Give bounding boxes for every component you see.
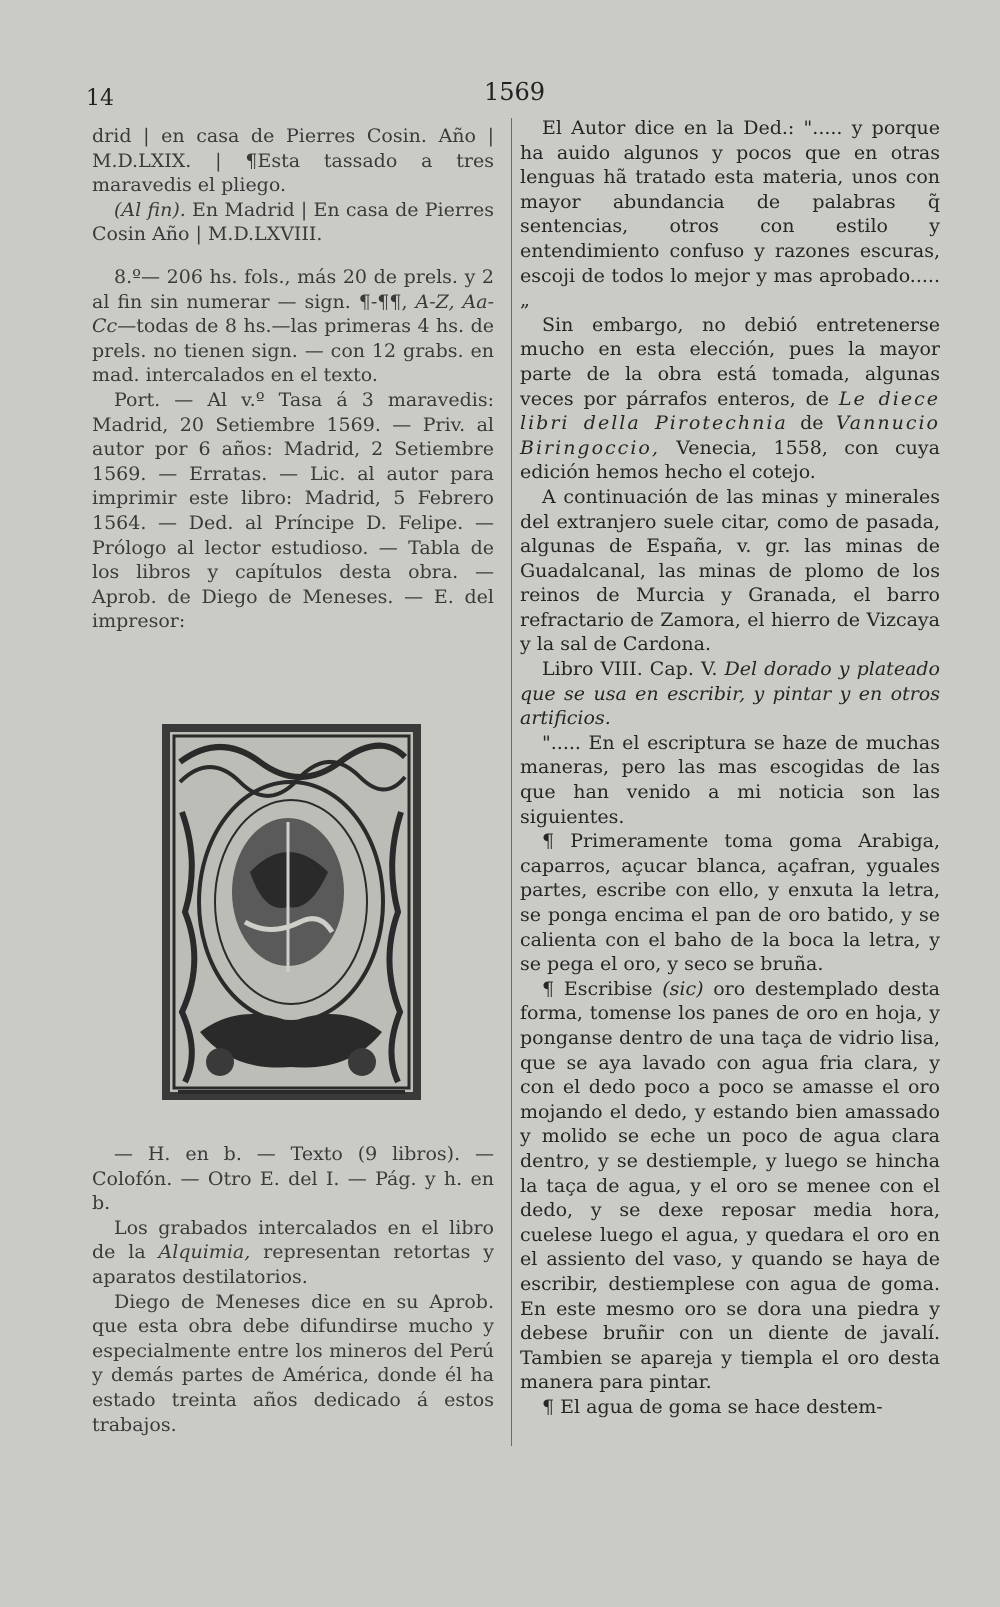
page-number: 14: [86, 86, 114, 111]
text-run: ¶ Primeramente toma goma Arabiga, caparros, açucar blanca, açafran, yguales partes, escribe con ello, y enxuta la letra, se ponga encima el pan de oro batido, y se calienta con el baho de la boca la letra, y se pega el oro, y seco se bruña.: [520, 830, 940, 976]
right-paragraph-minas: [520, 485, 940, 657]
left-paragraph-texto: [92, 1142, 494, 1216]
left-paragraph-collation: [92, 265, 494, 388]
text-run: representan retortas y aparatos destilatorios.: [92, 1241, 495, 1288]
italic-run: (sic): [662, 977, 704, 1000]
text-run: — H. en b. — Texto (9 libros). — Colofón. — Otro E. del I. — Pág. y h. en b.: [92, 1143, 494, 1215]
text-run: Sin embargo, no debió entretenerse mucho en esta elección, pues la mayor parte de la obra está tomada, algunas veces por párrafos enteros, de: [520, 313, 940, 410]
text-run: A continuación de las minas y minerales del extranjero suele citar, como de pasada, algunas de España, v. gr. las minas de Guadalcanal, las minas de plomo de los reinos de Murcia y Granada, el barro refractario de Zamora, el hierro de Vizcaya y la sal de Cardona.: [520, 485, 940, 656]
left-paragraph-meneses: [92, 1290, 494, 1438]
left-column-lower: [92, 1142, 494, 1437]
right-column: [520, 116, 940, 1419]
text-run: "..... En el escriptura se haze de muchas maneras, pero las mas escogidas de las que han venido a mi noticia son las siguientes.: [520, 731, 940, 828]
column-divider: [511, 118, 512, 1446]
italic-run: (Al fin).: [114, 198, 186, 221]
printers-mark-woodcut: [160, 722, 423, 1102]
right-paragraph-libro-viii: [520, 657, 940, 731]
text-run: oro destemplado desta forma, tomense los panes de oro en hoja, y ponganse dentro de una taça de vidrio lisa, que se aya lavado con agua fria clara, y con el dedo poco a poco se amasse el oro mojando el dedo, y estando bien amassado y molido se eche un poco de agua clara dentro, y se destiemple, y luego se hincha la taça de agua, y el oro se menee con el dedo, y se dexe reposar media hora, cuelese luego el agua, y quedara el oro en el assiento del vaso, y quando se haya de escribir, destiemplese con agua de goma. En este mesmo oro se dora una piedra y debese bruñir con un diente de javalí. Tambien se apareja y tiempla el oro desta manera para pintar.: [520, 977, 940, 1394]
text-run: ¶ Escribise: [542, 977, 663, 1000]
text-run: Diego de Meneses dice en su Aprob. que esta obra debe difundirse mucho y especialmente entre los mineros del Perú y demás partes de América, donde él ha estado treinta años dedicado á estos trabajos.: [92, 1290, 494, 1436]
text-run: El Autor dice en la Ded.: "..... y porque ha auido algunos y pocos que en otras lenguas hã tratado esta materia, unos con mayor abundancia de palabras q̃ sentencias, otros con estilo y entendimiento confuso y razones escuras, escoji de todos lo mejor y mas aprobado..... „: [520, 117, 940, 312]
text-run: drid | en casa de Pierres Cosin. Año | M.D.LXIX. | ¶Esta tassado a tres maravedis el pliego.: [92, 125, 494, 197]
left-paragraph-colophon: [92, 124, 494, 198]
left-paragraph-contents: [92, 388, 494, 634]
left-paragraph-al-fin: [92, 198, 494, 247]
italic-run: Vannucio Biringoccio,: [520, 412, 940, 459]
left-column: [92, 124, 494, 634]
italic-run: A-Z, Aa-Cc: [92, 290, 495, 338]
text-run: —todas de 8 hs.—las primeras 4 hs. de prels. no tienen sign. — con 12 grabs. en mad. intercalados en el texto.: [92, 315, 494, 387]
text-run: Los grabados intercalados en el libro de la: [92, 1216, 494, 1264]
text-run: Libro VIII. Cap. V.: [542, 658, 725, 681]
right-paragraph-sources: [520, 313, 940, 485]
italic-run: Le diece libri della Pirotechnia: [520, 387, 940, 435]
right-paragraph-oro-destemplado: [520, 977, 940, 1395]
right-paragraph-goma-arabiga: [520, 829, 940, 977]
text-run: ¶ El agua de goma se hace destem-: [542, 1395, 883, 1418]
page-header-year: 1569: [484, 78, 546, 106]
italic-run: Del dorado y plateado que se usa en escribir, y pintar y en otros artificios.: [520, 658, 940, 730]
text-run: 8.º— 206 hs. fols., más 20 de prels. y 2 al fin sin numerar — sign. ¶-¶¶,: [92, 265, 494, 313]
right-paragraph-agua-de-goma: [520, 1395, 940, 1420]
right-paragraph-dedication: [520, 116, 940, 313]
text-run: En Madrid | En casa de Pierres Cosin Año | M.D.LXVIII.: [92, 198, 494, 246]
text-run: Port. — Al v.º Tasa á 3 maravedis: Madrid, 20 Setiembre 1569. — Priv. al autor por 6 años: Madrid, 2 Setiembre 1569. — Erratas. — Lic. al autor para imprimir este libro: Madrid, 5 Febrero 1564. — Ded. al Príncipe D. Felipe. —Prólogo al lector estudioso. — Tabla de los libros y capítulos desta obra. — Aprob. de Diego de Meneses. — E. del impresor:: [92, 388, 494, 633]
text-run: de: [787, 412, 836, 435]
italic-run: Alquimia,: [158, 1241, 251, 1264]
text-run: Venecia, 1558, con cuya edición hemos hecho el cotejo.: [520, 436, 940, 484]
left-paragraph-grabados: [92, 1216, 494, 1290]
right-paragraph-escriptura: [520, 731, 940, 829]
